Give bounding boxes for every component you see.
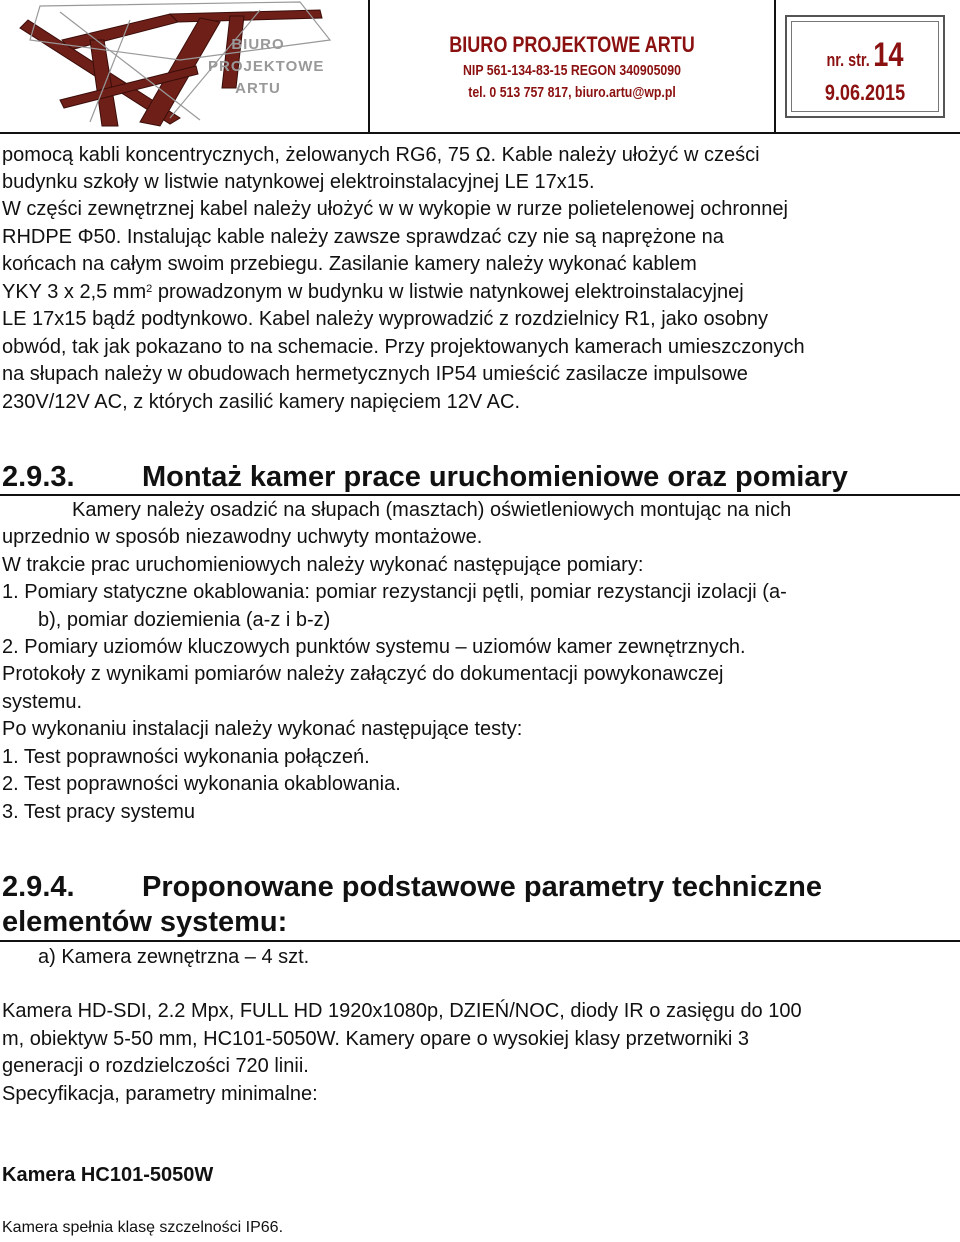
list-item: 2. Pomiary uziomów kluczowych punktów systemu – uziomów kamer zewnętrznych. [2, 636, 746, 658]
list-item: 1. Test poprawności wykonania połączeń. [2, 746, 370, 768]
text-line: RHDPE Φ50. Instalując kable należy zawsze sprawdzać czy nie są naprężone na [2, 226, 724, 248]
text-line: YKY 3 x 2,5 $mm^2$ prowadzonym w budynku w listwie natynkowej elektroinstalacyjnej [2, 281, 744, 303]
text-line: generacji o rozdzielczości 720 linii. [2, 1055, 309, 1077]
document-date: 9.06.2015 [824, 80, 906, 105]
text-line: W części zewnętrznej kabel należy ułożyć w w wykopie w rurze polietelenowej ochronnej [2, 198, 788, 220]
page-number: 14 [873, 36, 904, 74]
text-line: obwód, tak jak pokazano to na schemacie. Przy projektowanych kamerach umieszczonych [2, 336, 805, 358]
text-line: końcach na całym swoim przebiegu. Zasilanie kamery należy wykonać kablem [2, 253, 697, 275]
logo-wordmark: BIURO PROJEKTOWE ARTU [208, 36, 325, 97]
company-contact: tel. 0 513 757 817, biuro.artu@wp.pl [468, 84, 676, 101]
company-name: BIURO PROJEKTOWE ARTU [449, 32, 695, 57]
list-item: a) Kamera zewnętrzna – 4 szt. [38, 946, 310, 968]
text-line: m, obiektyw 5-50 mm, HC101-5050W. Kamery opare o wysokiej klasy przetworniki 3 [2, 1028, 749, 1050]
text-line: budynku szkoły w listwie natynkowej elektroinstalacyjnej LE 17x15. [2, 171, 595, 193]
text-line: Protokoły z wynikami pomiarów należy załączyć do dokumentacji powykonawczej [2, 663, 724, 685]
header-rule [0, 132, 960, 134]
text-line: systemu. [2, 691, 83, 713]
heading-rule [0, 494, 960, 496]
text-line: Kamera HD-SDI, 2.2 Mpx, FULL HD 1920x1080p, DZIEŃ/NOC, diody IR o zasięgu do 100 [2, 1000, 802, 1022]
list-item: 3. Test pracy systemu [2, 801, 196, 823]
text-line: Kamery należy osadzić na słupach (masztach) oświetleniowych montując na nich [72, 499, 792, 521]
list-item: 2. Test poprawności wykonania okablowania. [2, 773, 401, 795]
section-heading-cont: elementów systemu: [2, 906, 288, 938]
section-heading: 2.9.3. Montaż kamer prace uruchomieniowe oraz pomiary [2, 461, 848, 493]
text-line: Po wykonaniu instalacji należy wykonać następujące testy: [2, 718, 523, 740]
text-line: 230V/12V AC, z których zasilić kamery napięciem 12V AC. [2, 391, 521, 413]
header-divider [774, 0, 776, 132]
header-divider [368, 0, 370, 132]
list-item: 1. Pomiary statyczne okablowania: pomiar rezystancji pętli, pomiar rezystancji izolacji (a- [2, 581, 787, 603]
heading-rule [0, 940, 960, 942]
section-heading: 2.9.4. Proponowane podstawowe parametry techniczne [2, 871, 823, 903]
camera-heading: Kamera HC101-5050W [2, 1164, 214, 1186]
page-number-box [785, 15, 945, 118]
text-line: na słupach należy w obudowach hermetycznych IP54 umieścić zasilacze impulsowe [2, 363, 748, 385]
text-line: W trakcie prac uruchomieniowych należy wykonać następujące pomiary: [2, 554, 644, 576]
text-line: LE 17x15 bądź podtynkowo. Kabel należy wyprowadzić z rozdzielnicy R1, jako osobny [2, 308, 768, 330]
text-line: uprzednio w sposób niezawodny uchwyty montażowe. [2, 526, 483, 548]
text-line: pomocą kabli koncentrycznych, żelowanych RG6, 75 Ω. Kable należy ułożyć w cześci [2, 144, 760, 166]
company-info [372, 30, 772, 104]
text-line: Specyfikacja, parametry minimalne: [2, 1083, 318, 1105]
page-label: nr. str. [826, 50, 870, 70]
list-item: b), pomiar doziemienia (a-z i b-z) [38, 609, 331, 631]
company-ids: NIP 561-134-83-15 REGON 340905090 [463, 62, 681, 79]
page-header [0, 0, 960, 134]
camera-note: Kamera spełnia klasę szczelności IP66. [2, 1219, 284, 1236]
